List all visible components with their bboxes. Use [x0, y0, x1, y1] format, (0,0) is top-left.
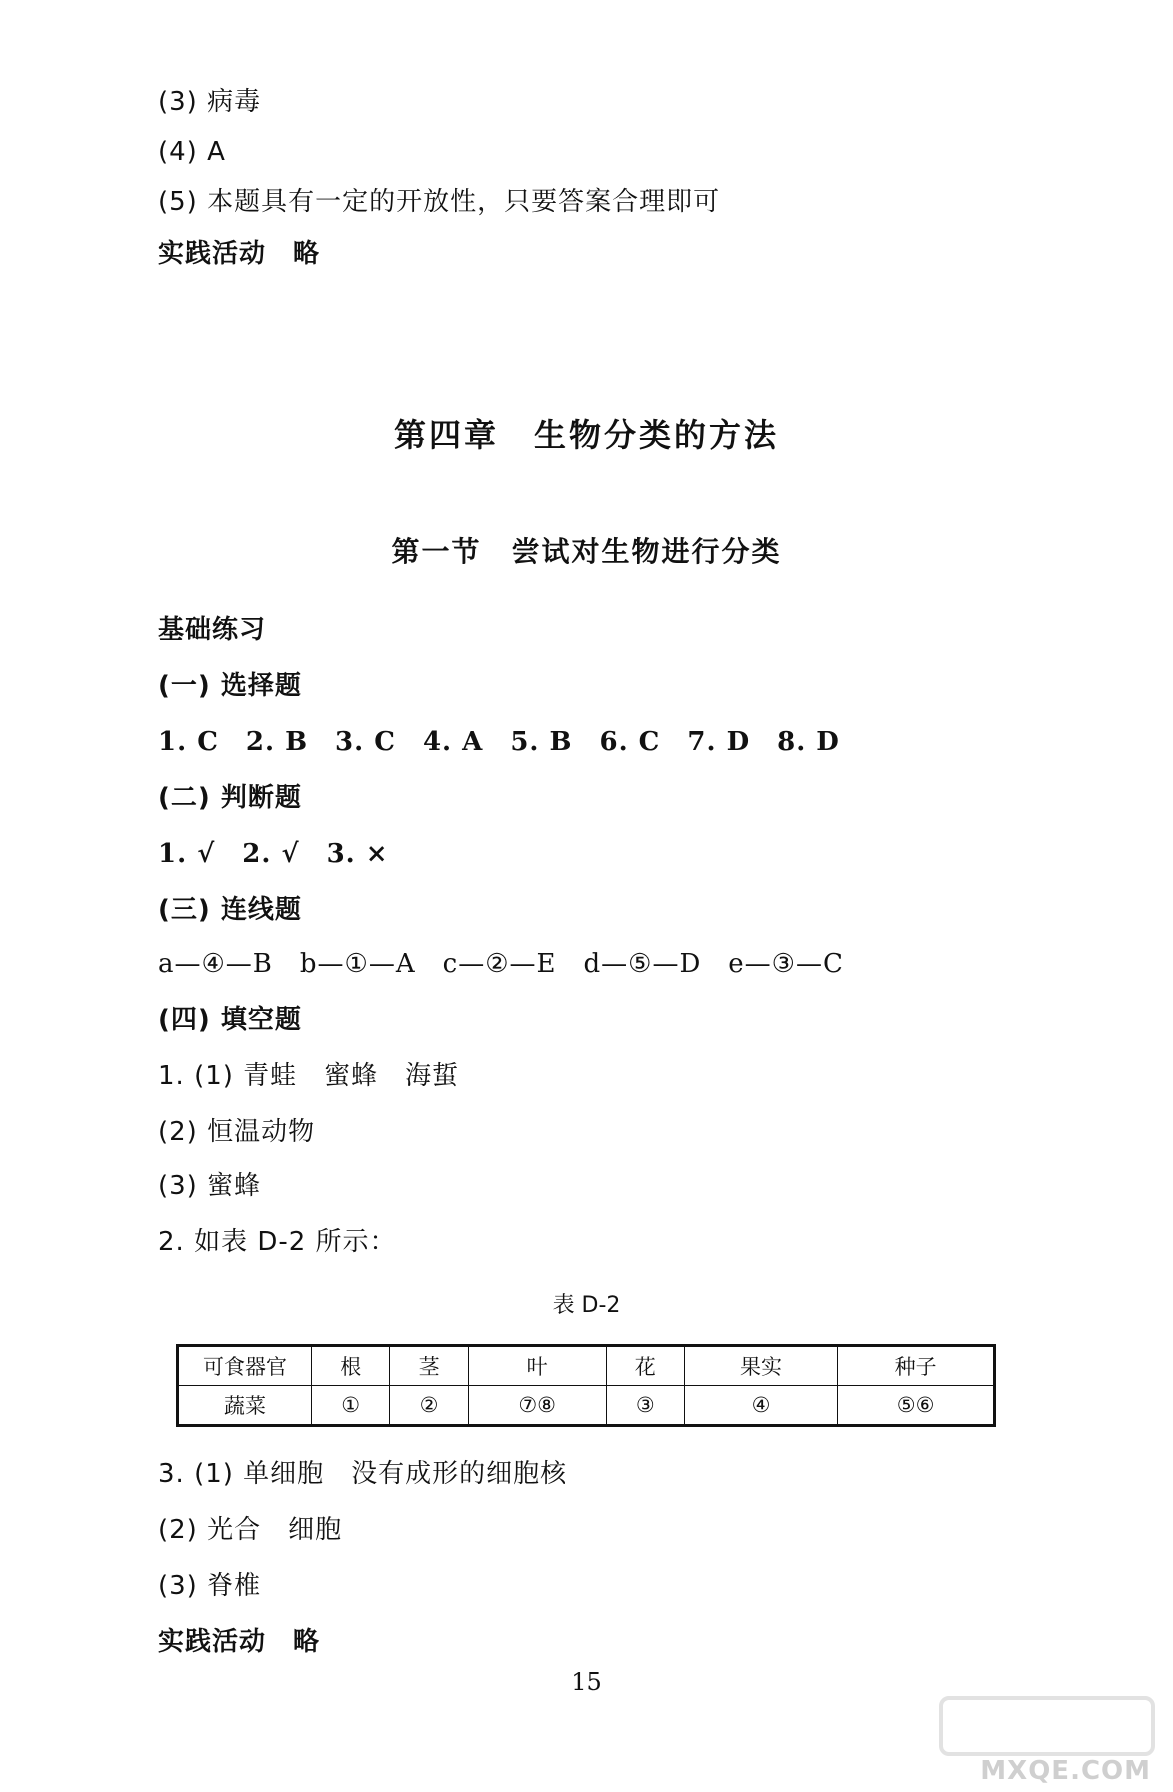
- table-cell: ④: [684, 1386, 837, 1426]
- table-cell: 茎: [390, 1346, 468, 1386]
- practice-activity-2: 实践活动 略: [158, 1627, 321, 1657]
- table-cell: ③: [606, 1386, 684, 1426]
- table-cell: 蔬菜: [178, 1386, 312, 1426]
- watermark: [935, 1696, 1155, 1786]
- fill-1-2: (2) 恒温动物: [158, 1117, 316, 1147]
- table-cell: ⑤⑥: [838, 1386, 995, 1426]
- heading-choice: (一) 选择题: [158, 671, 302, 701]
- answers-choice: 1. C 2. B 3. C 4. A 5. B 6. C 7. D 8. D: [158, 727, 840, 757]
- answer-5: (5) 本题具有一定的开放性，只要答案合理即可: [158, 187, 721, 217]
- table-cell: 花: [606, 1346, 684, 1386]
- table-cell: ①: [312, 1386, 390, 1426]
- heading-judgement: (二) 判断题: [158, 783, 302, 813]
- heading-matching: (三) 连线题: [158, 895, 302, 925]
- table-caption: 表 D-2: [552, 1293, 621, 1318]
- fill-2: 2. 如表 D-2 所示：: [158, 1227, 397, 1257]
- table-cell: ②: [390, 1386, 468, 1426]
- edible-organ-table: [176, 1344, 996, 1427]
- watermark-text: MXQE.COM: [980, 1756, 1151, 1786]
- heading-basic-practice: 基础练习: [158, 615, 267, 645]
- table-cell: 叶: [468, 1346, 606, 1386]
- table-cell: 可食器官: [178, 1346, 312, 1386]
- heading-fill-in: (四) 填空题: [158, 1005, 302, 1035]
- fill-3-3: (3) 脊椎: [158, 1571, 262, 1601]
- table-cell: ⑦⑧: [468, 1386, 606, 1426]
- practice-activity-1: 实践活动 略: [158, 239, 321, 269]
- chapter-title: 第四章 生物分类的方法: [393, 416, 779, 454]
- fill-3-1: 3. (1) 单细胞 没有成形的细胞核: [158, 1459, 568, 1489]
- fill-1-1: 1. (1) 青蛙 蜜蜂 海蜇: [158, 1061, 460, 1091]
- answers-judgement: 1. √ 2. √ 3. ×: [158, 839, 389, 869]
- watermark-logo-icon: [939, 1696, 1155, 1756]
- table-cell: 种子: [838, 1346, 995, 1386]
- answer-4: (4) A: [158, 137, 226, 167]
- table-row: [178, 1386, 995, 1426]
- answer-3: (3) 病毒: [158, 87, 262, 117]
- fill-1-3: (3) 蜜蜂: [158, 1171, 262, 1201]
- page-number: 15: [571, 1668, 602, 1696]
- table-cell: 果实: [684, 1346, 837, 1386]
- table-cell: 根: [312, 1346, 390, 1386]
- fill-3-2: (2) 光合 细胞: [158, 1515, 343, 1545]
- table-header-row: [178, 1346, 995, 1386]
- section-title: 第一节 尝试对生物进行分类: [391, 535, 782, 568]
- answers-matching: a—④—B b—①—A c—②—E d—⑤—D e—③—C: [158, 949, 844, 979]
